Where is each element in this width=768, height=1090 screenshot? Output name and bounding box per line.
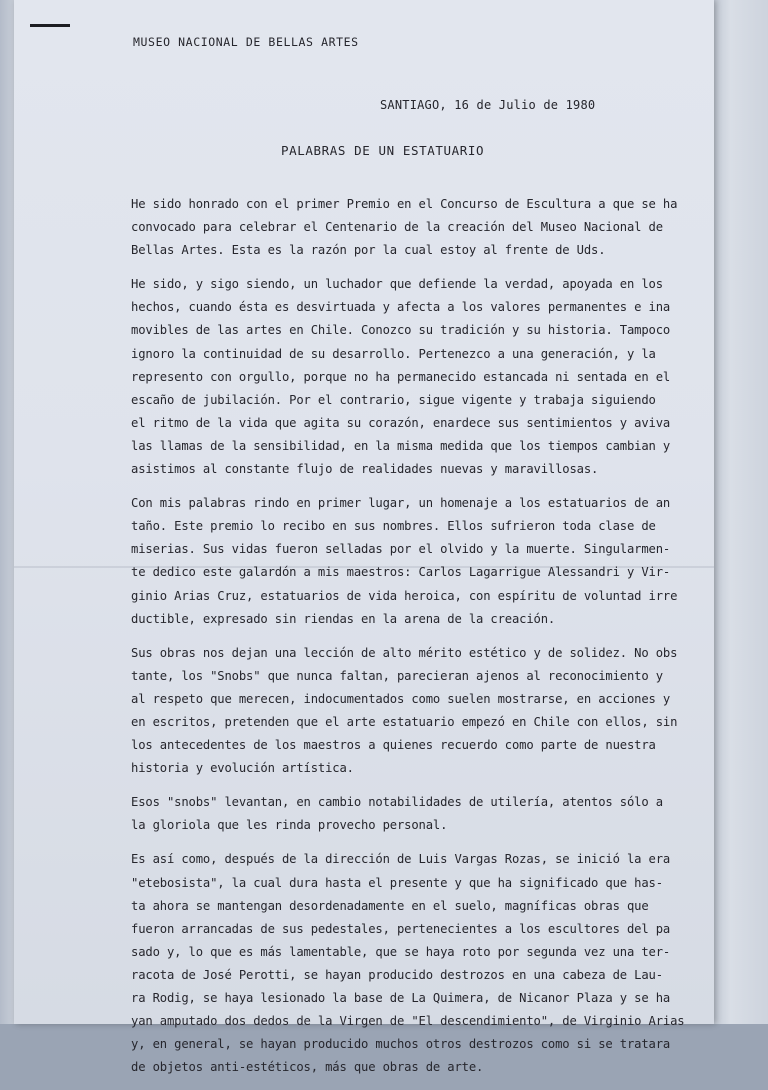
text-line: fueron arrancadas de sus pedestales, pertenecientes a los escultores del pa [131, 921, 671, 936]
text-line: yan amputado dos dedos de la Virgen de "El descendimiento", de Virginio Arias [131, 1014, 685, 1029]
text-line: al respeto que merecen, indocumentados como suelen mostrarse, en acciones y [131, 691, 671, 706]
text-line: convocado para celebrar el Centenario de la creación del Museo Nacional de [131, 220, 663, 235]
text-line: Bellas Artes. Esta es la razón por la cual estoy al frente de Uds. [131, 243, 606, 258]
paragraph [131, 273, 711, 481]
text-line: sado y, lo que es más lamentable, que se haya roto por segunda vez una ter- [131, 944, 671, 959]
paragraph [131, 642, 711, 781]
paragraph [131, 492, 711, 631]
paragraph [131, 848, 711, 1079]
text-line: ignoro la continuidad de su desarrollo. Pertenezco a una generación, y la [131, 346, 656, 361]
text-line: racota de José Perotti, se hayan producido destrozos en una cabeza de Lau- [131, 967, 663, 982]
text-line: ra Rodig, se haya lesionado la base de La Quimera, de Nicanor Plaza y se ha [131, 991, 671, 1005]
document-title: PALABRAS DE UN ESTATUARIO [281, 143, 485, 158]
paragraph [131, 791, 711, 837]
text-line: los antecedentes de los maestros a quienes recuerdo como parte de nuestra [131, 738, 656, 753]
text-line: y, en general, se hayan producido muchos otros destrozos como si se tratara [131, 1037, 671, 1052]
text-line: de objetos anti-estéticos, más que obras de arte. [131, 1060, 484, 1075]
text-line: Es así como, después de la dirección de Luis Vargas Rozas, se inició la era [131, 852, 671, 867]
text-line: He sido, y sigo siendo, un luchador que defiende la verdad, apoyada en los [131, 277, 663, 292]
text-line: te dedico este galardón a mis maestros: Carlos Lagarrigue Alessandri y Vir- [131, 565, 671, 580]
text-line: el ritmo de la vida que agita su corazón, enardece sus sentimientos y aviva [131, 415, 671, 430]
text-line: escaño de jubilación. Por el contrario, sigue vigente y trabaja siguiendo [131, 392, 656, 407]
text-line: en escritos, pretenden que el arte estatuario empezó en Chile con ellos, sin [131, 714, 678, 729]
text-line: las llamas de la sensibilidad, en la misma medida que los tiempos cambian y [131, 438, 671, 453]
body-text [131, 193, 711, 1090]
text-line: Con mis palabras rindo en primer lugar, un homenaje a los estatuarios de an [131, 496, 671, 511]
text-line: ductible, expresado sin riendas en la arena de la creación. [131, 611, 556, 626]
text-line: la gloriola que les rinda provecho personal. [131, 818, 448, 833]
museum-letterhead: MUSEO NACIONAL DE BELLAS ARTES [133, 35, 359, 49]
text-line: He sido honrado con el primer Premio en el Concurso de Escultura a que se ha [131, 197, 678, 211]
text-line: historia y evolución artística. [131, 761, 354, 776]
text-line: "etebosista", la cual dura hasta el presente y que ha significado que has- [131, 875, 663, 890]
text-line: represento con orgullo, porque no ha permanecido estancada ni sentada en el [131, 369, 671, 384]
text-line: taño. Este premio lo recibo en sus nombres. Ellos sufrieron toda clase de [131, 519, 656, 534]
text-line: asistimos al constante flujo de realidades nuevas y maravillosas. [131, 462, 599, 477]
text-line: Sus obras nos dejan una lección de alto mérito estético y de solidez. No obs [131, 645, 678, 660]
text-line: ginio Arias Cruz, estatuarios de vida heroica, con espíritu de voluntad irre [131, 588, 678, 603]
text-line: hechos, cuando ésta es desvirtuada y afecta a los valores permanentes e ina [131, 300, 671, 315]
text-line: ta ahora se mantengan desordenadamente en el suelo, magníficas obras que [131, 898, 649, 913]
text-line: tante, los "Snobs" que nunca faltan, parecieran ajenos al reconocimiento y [131, 668, 663, 683]
text-line: movibles de las artes en Chile. Conozco su tradición y su historia. Tampoco [131, 323, 671, 338]
text-line: miserias. Sus vidas fueron selladas por el olvido y la muerte. Singularmen- [131, 542, 671, 557]
paragraph [131, 193, 711, 262]
letter-date: SANTIAGO, 16 de Julio de 1980 [380, 98, 596, 112]
text-line: Esos "snobs" levantan, en cambio notabilidades de utilería, atentos sólo a [131, 795, 663, 810]
